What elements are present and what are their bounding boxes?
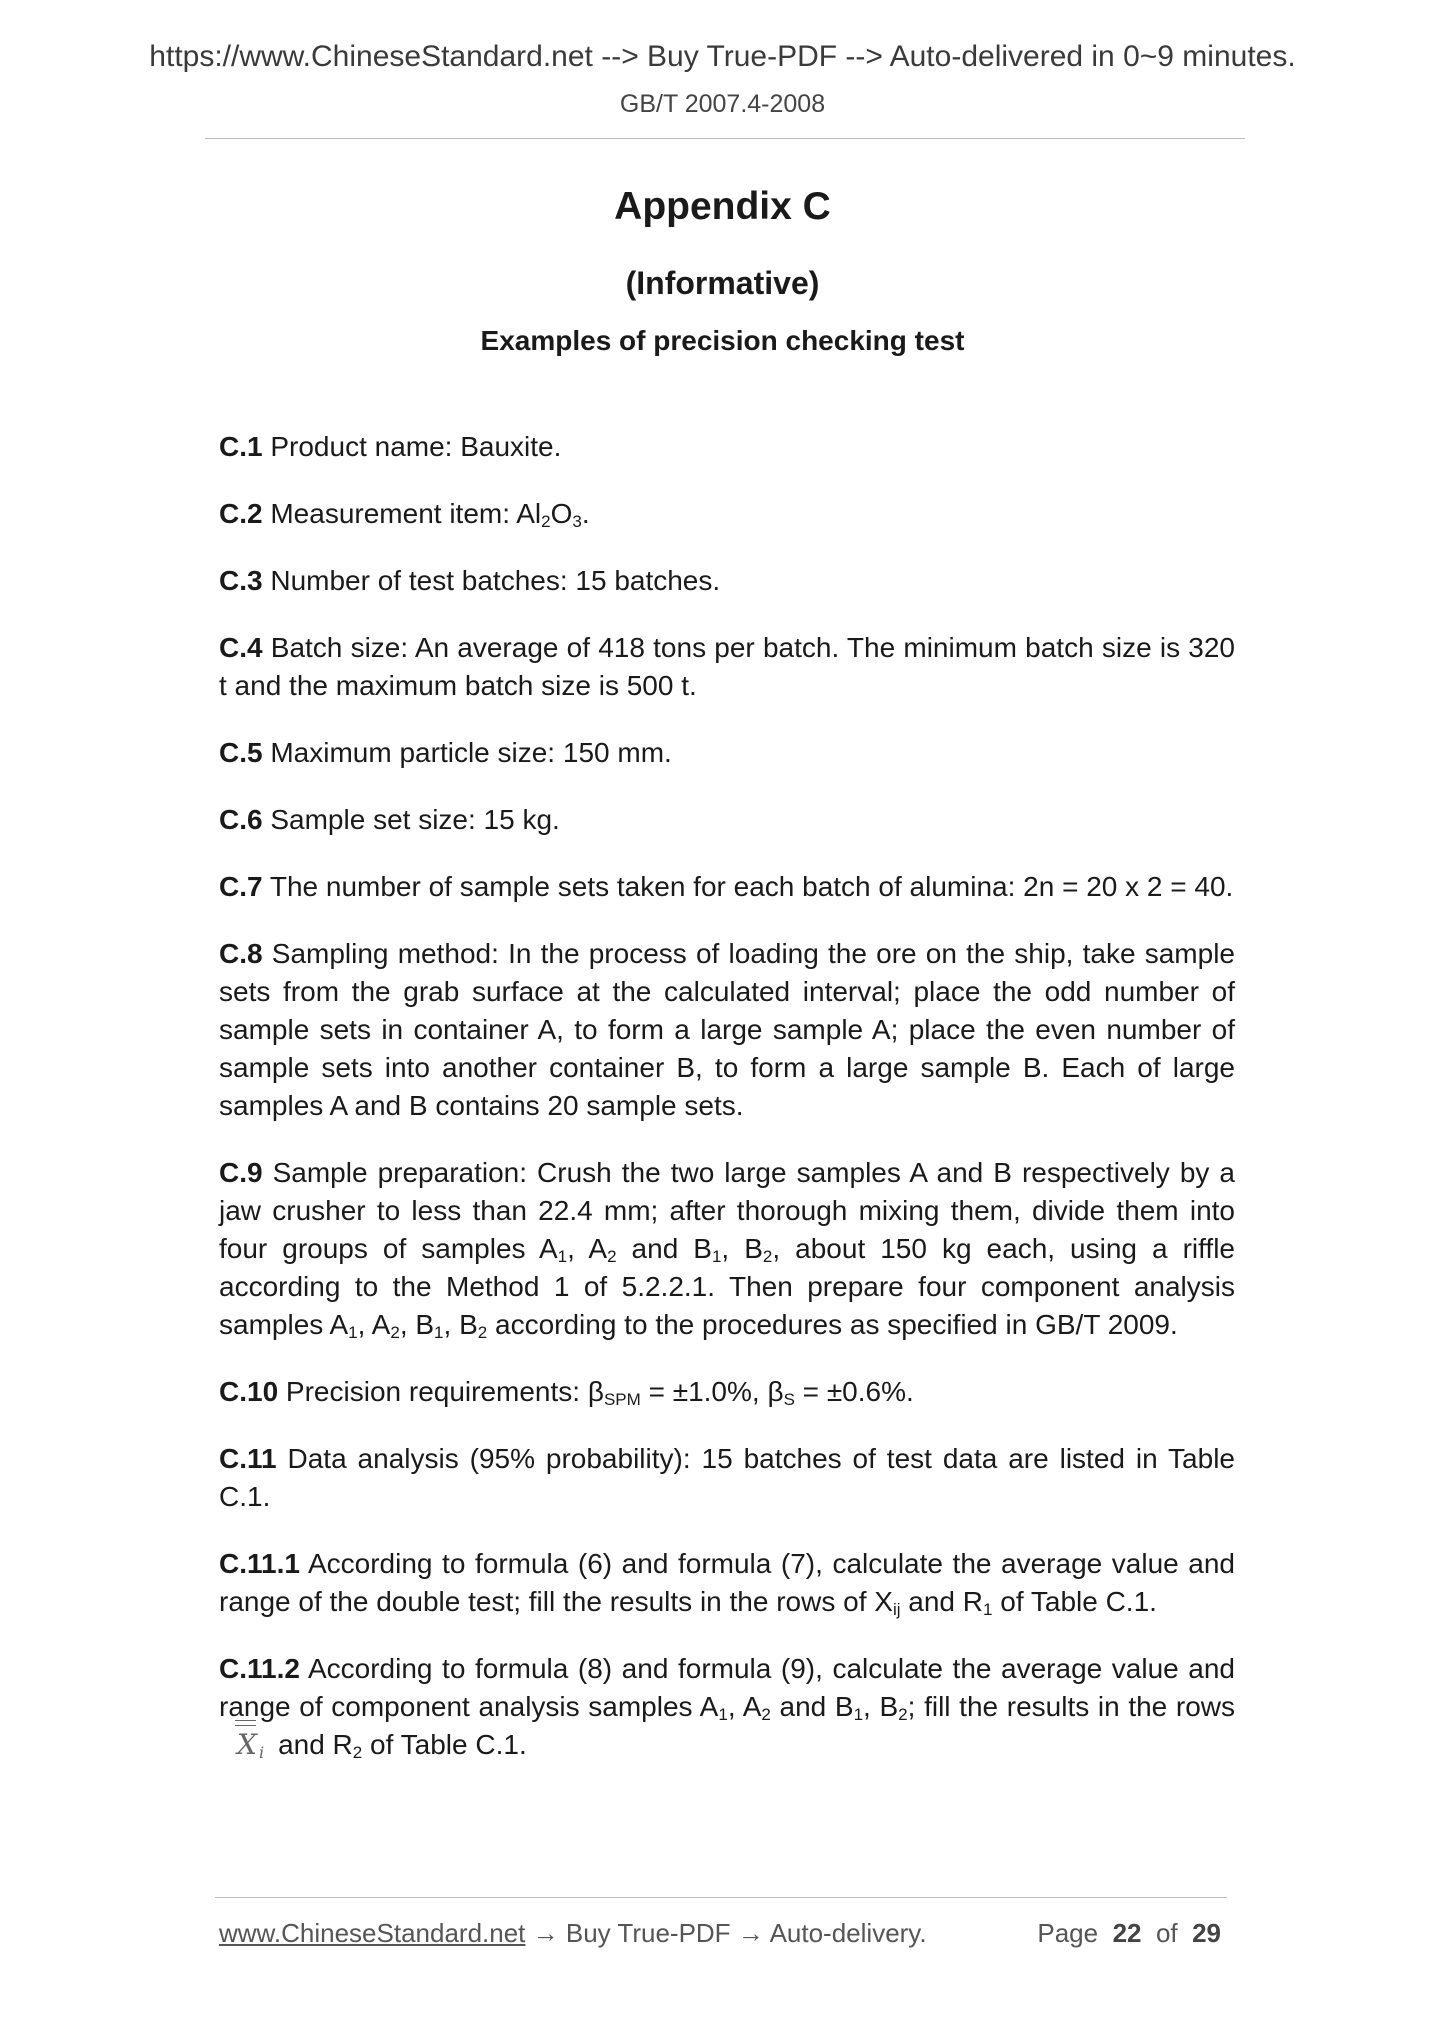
subscript: 1: [557, 1247, 568, 1266]
subscript: 1: [983, 1600, 993, 1619]
subscript: 1: [348, 1323, 358, 1342]
subscript: 2: [607, 1247, 617, 1266]
clause-number: C.11: [219, 1443, 277, 1474]
subscript: 2: [477, 1323, 488, 1342]
clause-number: C.2: [219, 498, 263, 529]
subscript: 1: [853, 1705, 864, 1724]
clause-text: , about 150 kg each, using a riffle according to the Method 1 of 5.2.2.1. Then prepare four component analysis samples A: [219, 1233, 1235, 1340]
subscript: S: [783, 1390, 795, 1409]
clause-text: = ±0.6%.: [794, 1376, 914, 1407]
page-of: of: [1155, 1918, 1178, 1948]
clause-text: Number of test batches: 15 batches.: [262, 565, 721, 596]
subscript: 2: [762, 1247, 773, 1266]
clause-text: Product name: Bauxite.: [262, 431, 562, 462]
clause-text: Data analysis (95% probability): 15 batches of test data are listed in Table C.1.: [219, 1443, 1235, 1512]
clause-c11-2: [219, 1650, 1235, 1772]
clause-text: according to the procedures as specified in GB/T 2009.: [487, 1309, 1178, 1340]
clause-text: , B: [443, 1309, 478, 1340]
subscript: 1: [711, 1247, 722, 1266]
clause-number: C.11.2: [219, 1653, 300, 1684]
page-total: 29: [1192, 1918, 1221, 1948]
subscript: 2: [352, 1743, 363, 1762]
clause-text: , B: [721, 1233, 763, 1264]
clause-c1: [219, 428, 1235, 466]
footer-website-link[interactable]: www.ChineseStandard.net: [219, 1918, 526, 1948]
clause-text: , A: [357, 1309, 391, 1340]
page-label: Page: [1037, 1918, 1099, 1948]
clause-c5: [219, 734, 1235, 772]
subscript: ij: [892, 1600, 901, 1619]
clause-c2: [219, 495, 1235, 533]
header-standard-number: GB/T 2007.4-2008: [619, 90, 826, 118]
clause-number: C.6: [219, 804, 263, 835]
clause-text: of Table C.1.: [362, 1729, 527, 1760]
clause-number: C.5: [219, 737, 263, 768]
clause-text: ; fill the results in the rows: [907, 1691, 1236, 1722]
clause-number: C.3: [219, 565, 263, 596]
clause-number: C.11.1: [219, 1548, 300, 1579]
clause-text: and B: [616, 1233, 712, 1264]
clause-text: Sampling method: In the process of loading the ore on the ship, take sample sets from the grab surface at the calculated interval; place the odd number of sample sets in container A, to form a large sample A; place the even number of sample sets into another container B, to form a large sample B. Each of large samples A and B contains 20 sample sets.: [219, 938, 1235, 1121]
clause-c11-1: [219, 1545, 1235, 1621]
overbar-line: [235, 1725, 256, 1726]
header-divider: [205, 138, 1245, 139]
clause-text: The number of sample sets taken for each batch of alumina: 2n = 20 x 2 = 40.: [262, 871, 1234, 902]
clause-c7: [219, 868, 1235, 906]
clause-text: According to formula (6) and formula (7), calculate the average value and range of the double test; fill the results in the rows of X: [219, 1548, 1235, 1617]
clause-number: C.1: [219, 431, 263, 462]
document-body: [219, 428, 1235, 1801]
appendix-nature: (Informative): [625, 265, 820, 301]
clause-text: and R: [278, 1729, 353, 1760]
symbol-index: i: [258, 1743, 265, 1762]
clause-c9: [219, 1154, 1235, 1344]
overbar-line: [235, 1720, 256, 1721]
clause-text: According to formula (8) and formula (9), calculate the average value and range of component analysis samples A: [219, 1653, 1235, 1722]
clause-text: Measurement item: Al: [262, 498, 542, 529]
subscript: 2: [390, 1323, 400, 1342]
clause-text: , B: [399, 1309, 435, 1340]
clause-c6: [219, 801, 1235, 839]
clause-text: Precision requirements: β: [278, 1376, 604, 1407]
double-bar-x-symbol: [237, 1726, 264, 1772]
subscript: 1: [718, 1705, 728, 1724]
page-current: 22: [1112, 1918, 1142, 1948]
clause-text: , A: [567, 1233, 608, 1264]
clause-text: Batch size: An average of 418 tons per batch. The minimum batch size is 320 t and the maximum batch size is 500 t.: [219, 632, 1235, 701]
footer-promo: [219, 1918, 927, 1949]
header-url-line: https://www.ChineseStandard.net --> Buy True-PDF --> Auto-delivered in 0~9 minutes.: [149, 40, 1296, 73]
clause-number: C.4: [219, 632, 263, 663]
clause-text: .: [581, 498, 590, 529]
clause-text: and B: [770, 1691, 854, 1722]
subscript: 2: [541, 512, 551, 531]
clause-text: and R: [900, 1586, 983, 1617]
subscript: 1: [434, 1323, 444, 1342]
clause-c4: [219, 629, 1235, 705]
subscript: 2: [898, 1705, 908, 1724]
appendix-title: Appendix C: [614, 185, 831, 228]
clause-text: Maximum particle size: 150 mm.: [262, 737, 672, 768]
clause-text: , A: [727, 1691, 762, 1722]
subscript: 3: [572, 512, 582, 531]
clause-text: of Table C.1.: [992, 1586, 1157, 1617]
footer-divider: [215, 1897, 1227, 1898]
page-indicator: [1037, 1918, 1221, 1949]
clause-text: = ±1.0%, β: [640, 1376, 784, 1407]
clause-text: Sample set size: 15 kg.: [262, 804, 560, 835]
footer-promo-text: → Buy True-PDF → Auto-delivery.: [525, 1918, 927, 1948]
subscript: 2: [761, 1705, 771, 1724]
clause-text: O: [550, 498, 573, 529]
clause-c10: [219, 1373, 1235, 1411]
clause-number: C.10: [219, 1376, 279, 1407]
clause-c3: [219, 562, 1235, 600]
appendix-description: Examples of precision checking test: [480, 325, 965, 356]
clause-c8: [219, 935, 1235, 1125]
clause-c11: [219, 1440, 1235, 1516]
clause-number: C.8: [219, 938, 263, 969]
clause-text: Sample preparation: Crush the two large samples A and B respectively by a jaw crusher to less than 22.4 mm; after thorough mixing them, divide them into four groups of samples A: [219, 1157, 1235, 1264]
clause-number: C.7: [219, 871, 263, 902]
clause-number: C.9: [219, 1157, 263, 1188]
subscript: SPM: [603, 1390, 641, 1409]
clause-text: , B: [863, 1691, 899, 1722]
symbol-letter: X: [237, 1728, 257, 1761]
